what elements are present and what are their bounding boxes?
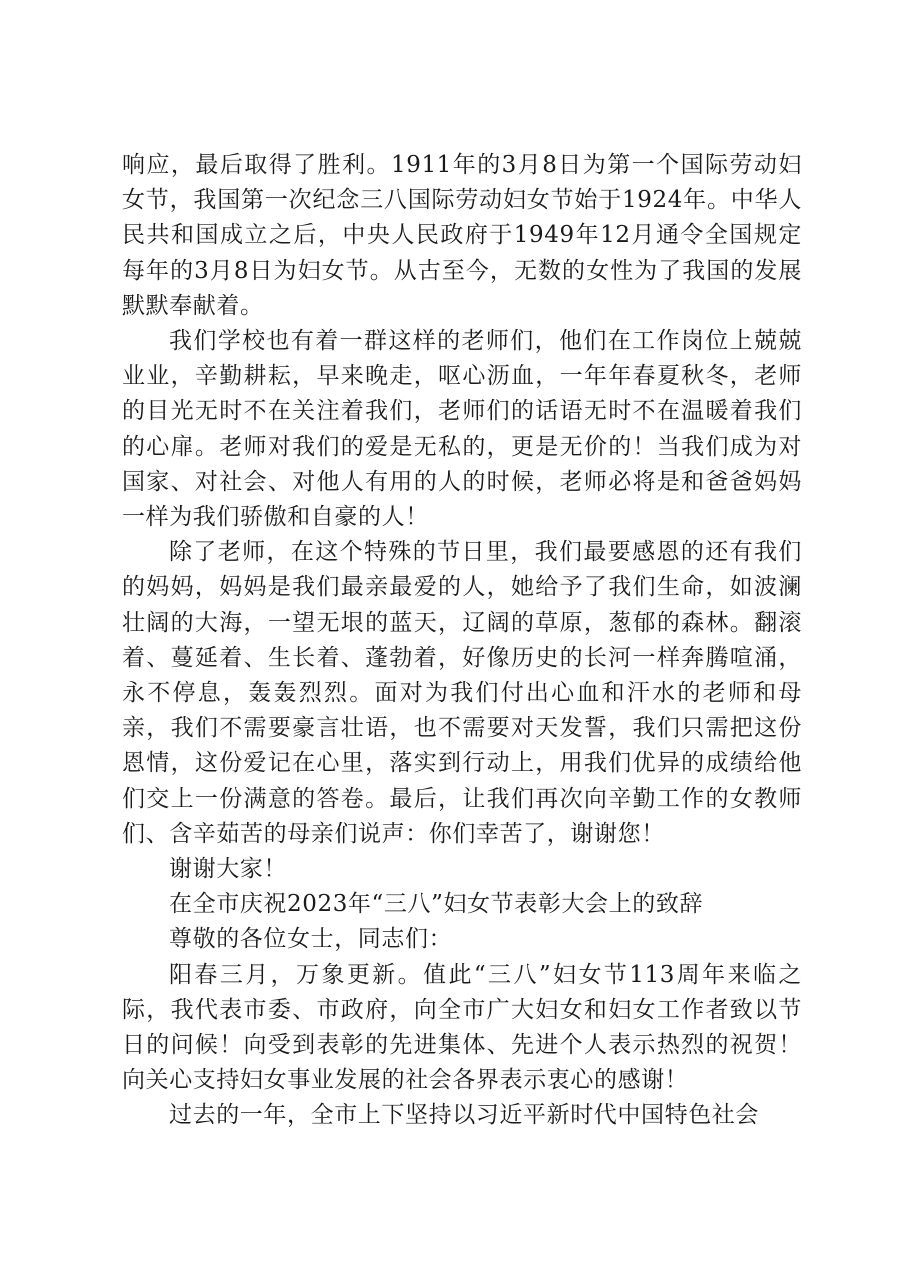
document-text-body	[122, 148, 802, 1134]
paragraph-1: 响应，最后取得了胜利。1911年的3月8日为第一个国际劳动妇女节，我国第一次纪念三八国际劳动妇女节始于1924年。中华人民共和国成立之后，中央人民政府于1949年12月通令全国规定每年的3月8日为妇女节。从古至今，无数的女性为了我国的发展默默奉献着。	[122, 152, 802, 319]
paragraph-4: 谢谢大家！	[169, 856, 287, 883]
paragraph-2: 我们学校也有着一群这样的老师们，他们在工作岗位上兢兢业业，辛勤耕耘，早来晚走，呕心沥血，一年年春夏秋冬，老师的目光无时不在关注着我们，老师们的话语无时不在温暖着我们的心扉。老师对我们的爱是无私的，更是无价的！当我们成为对国家、对社会、对他人有用的人的时候，老师必将是和爸爸妈妈一样为我们骄傲和自豪的人！	[122, 328, 802, 531]
salutation: 尊敬的各位女士，同志们：	[169, 926, 453, 953]
paragraph-7: 阳春三月，万象更新。值此“三八”妇女节113周年来临之际，我代表市委、市政府，向全市广大妇女和妇女工作者致以节日的问候！向受到表彰的先进集体、先进个人表示热烈的祝贺！向关心支持妇女事业发展的社会各界表示衷心的感谢！	[122, 961, 802, 1094]
paragraph-8: 过去的一年，全市上下坚持以习近平新时代中国特色社会	[169, 1102, 759, 1129]
paragraph-3: 除了老师，在这个特殊的节日里，我们最要感恩的还有我们的妈妈，妈妈是我们最亲最爱的人，她给予了我们生命，如波澜壮阔的大海，一望无垠的蓝天，辽阔的草原，葱郁的森林。翻滚着、蔓延着、生长着、蓬勃着，好像历史的长河一样奔腾喧涌，永不停息，轰轰烈烈。面对为我们付出心血和汗水的老师和母亲，我们不需要豪言壮语，也不需要对天发誓，我们只需把这份恩情，这份爱记在心里，落实到行动上，用我们优异的成绩给他们交上一份满意的答卷。最后，让我们再次向辛勤工作的女教师们、含辛茹苦的母亲们说声：你们幸苦了，谢谢您！	[122, 539, 802, 847]
speech-title: 在全市庆祝2023年“三八”妇女节表彰大会上的致辞	[169, 891, 704, 918]
